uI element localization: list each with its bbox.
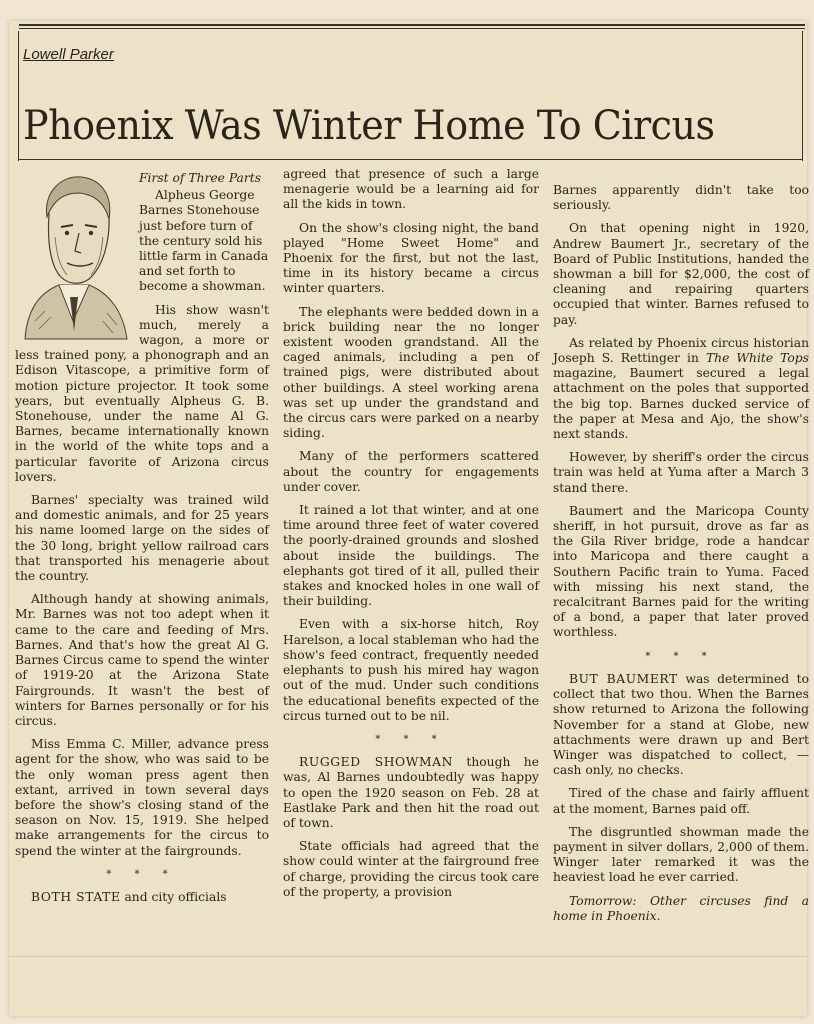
column-2 bbox=[283, 167, 539, 908]
paragraph-text: was determined to collect that two thou. When the Barnes show returned to Arizona the following November for a stand at Globe, new attachments were drawn up and Bert Winger was dispatched to collect, — cash only, no checks. bbox=[553, 671, 810, 778]
paragraph bbox=[15, 890, 269, 905]
paragraph: Miss Emma C. Miller, advance press agent for the show, who was said to be the only woman press agent then extant, arrived in town several days before the show's closing stand of the season on Nov. 15, 1919. She helped make arrangements for the circus to spend the winter at the fairgrounds. bbox=[15, 737, 269, 858]
section-stars: * * * bbox=[375, 733, 447, 745]
header-box-left bbox=[18, 31, 19, 161]
lead-in: BOTH STATE bbox=[31, 889, 121, 904]
byline: Lowell Parker bbox=[23, 46, 114, 63]
paragraph: It rained a lot that winter, and at one time around three feet of water covered the poorly-drained grounds and sloshed about inside the buildings. The elephants got tired of it all, pulled their stakes and knocked holes in one wall of their building. bbox=[283, 503, 539, 609]
header-box-right bbox=[802, 31, 803, 161]
lead-in: RUGGED SHOWMAN bbox=[299, 755, 454, 770]
series-teaser: Tomorrow: Other circuses find a home in Phoenix. bbox=[553, 893, 809, 923]
top-rule bbox=[19, 24, 805, 26]
paragraph-text: though he was, Al Barnes undoubtedly was happy to open the 1920 season on Feb. 28 at Eastlake Park and then hit the road out of town. bbox=[283, 755, 539, 830]
newspaper-clipping bbox=[9, 21, 810, 1016]
paragraph: His show wasn't much, merely a wagon, a more or less trained pony, a phonograph and an Edison Vitascope, a primitive form of motion picture projector. It took some years, but eventually Alpheus G. B. Stonehouse, under the name Al G. Barnes, became internationally known in the world of the white tops and a particular favorite of Arizona circus lovers. bbox=[15, 302, 269, 484]
paragraph: Although handy at showing animals, Mr. Barnes was not too adept when it came to the care and feeding of Mrs. Barnes. And that's how the great Al G. Barnes Circus came to spend the winter of 1919-20 at the Arizona State Fairgrounds. It wasn't the best of winters for Barnes personally or for his circus. bbox=[15, 592, 269, 728]
section-stars: * * * bbox=[106, 868, 178, 880]
top-rule-thin bbox=[19, 28, 805, 29]
paragraph: Even with a six-horse hitch, Roy Harelson, a local stableman who had the show's feed contract, frequently needed elephants to push his mired hay wagon out of the mud. Under such conditions the educational benefits expected of the circus turned out to be nil. bbox=[283, 617, 539, 723]
series-kicker: First of Three Parts bbox=[139, 171, 262, 185]
lead-in: BUT BAUMERT bbox=[569, 671, 678, 686]
paragraph-text: As related by Phoenix circus historian Joseph S. Rettinger in bbox=[553, 335, 809, 366]
paragraph: Tired of the chase and fairly affluent at the moment, Barnes paid off. bbox=[553, 786, 809, 816]
paragraph bbox=[283, 755, 539, 831]
column-3 bbox=[553, 183, 809, 932]
headline-rule bbox=[19, 159, 803, 160]
paragraph: However, by sheriff's order the circus train was held at Yuma after a March 3 stand there. bbox=[553, 450, 809, 495]
paragraph: agreed that presence of such a large menagerie would be a learning aid for all the kids in town. bbox=[283, 167, 539, 212]
paragraph: State officials had agreed that the show could winter at the fairground free of charge, providing the circus took care of the property, a provision bbox=[283, 839, 539, 899]
paragraph-text: magazine, Baumert secured a legal attachment on the poles that supported the big top. Barnes ducked service of the paper at Mesa and Ajo, the show's next stands. bbox=[553, 366, 809, 442]
paragraph: On that opening night in 1920, Andrew Baumert Jr., secretary of the Board of Public Institutions, handed the showman a bill for $2,000, the cost of cleaning and repairing quarters occupied that winter. Barnes refused to pay. bbox=[553, 221, 809, 327]
magazine-title: The White Tops bbox=[705, 351, 809, 366]
paragraph: Baumert and the Maricopa County sheriff, in hot pursuit, drove as far as the Gila River bridge, rode a handcar into Maricopa and there caught a Southern Pacific train to Yuma. Faced with missing his next stand, the recalcitrant Barnes paid for the writing of a bond, a paper that later proved worthless. bbox=[553, 503, 809, 640]
paragraph: The disgruntled showman made the payment in silver dollars, 2,000 of them. Winger later remarked it was the heaviest load he ever carried. bbox=[553, 824, 809, 885]
paragraph: Barnes' specialty was trained wild and domestic animals, and for 25 years his name loomed large on the sides of the 30 long, bright yellow railroad cars that transported his menagerie about the country. bbox=[15, 493, 269, 584]
column-1 bbox=[15, 171, 269, 913]
headline: Phoenix Was Winter Home To Circus bbox=[23, 102, 715, 149]
section-stars: * * * bbox=[645, 650, 717, 662]
paragraph bbox=[553, 672, 809, 778]
paragraph: Barnes apparently didn't take too seriously. bbox=[553, 183, 809, 213]
paragraph: The elephants were bedded down in a brick building near the no longer existent wooden grandstand. All the caged animals, including a pen of trained pigs, were distributed about other buildings. A steel working arena was set up under the grandstand and the circus cars were parked on a nearby siding. bbox=[283, 304, 539, 441]
author-portrait-illustration bbox=[15, 171, 133, 341]
paragraph: Alpheus George Barnes Stonehouse just before turn of the century sold his little farm in Canada and set forth to become a showman. bbox=[139, 188, 269, 294]
paragraph-text: and city officials bbox=[120, 889, 227, 904]
paragraph: Many of the performers scattered about the country for engagements under cover. bbox=[283, 449, 539, 494]
paper-crease bbox=[9, 956, 807, 957]
paragraph: On the show's closing night, the band played "Home Sweet Home" and Phoenix for the first, but not the last, time in its history became a circus winter quarters. bbox=[283, 220, 539, 296]
paragraph bbox=[553, 336, 809, 442]
